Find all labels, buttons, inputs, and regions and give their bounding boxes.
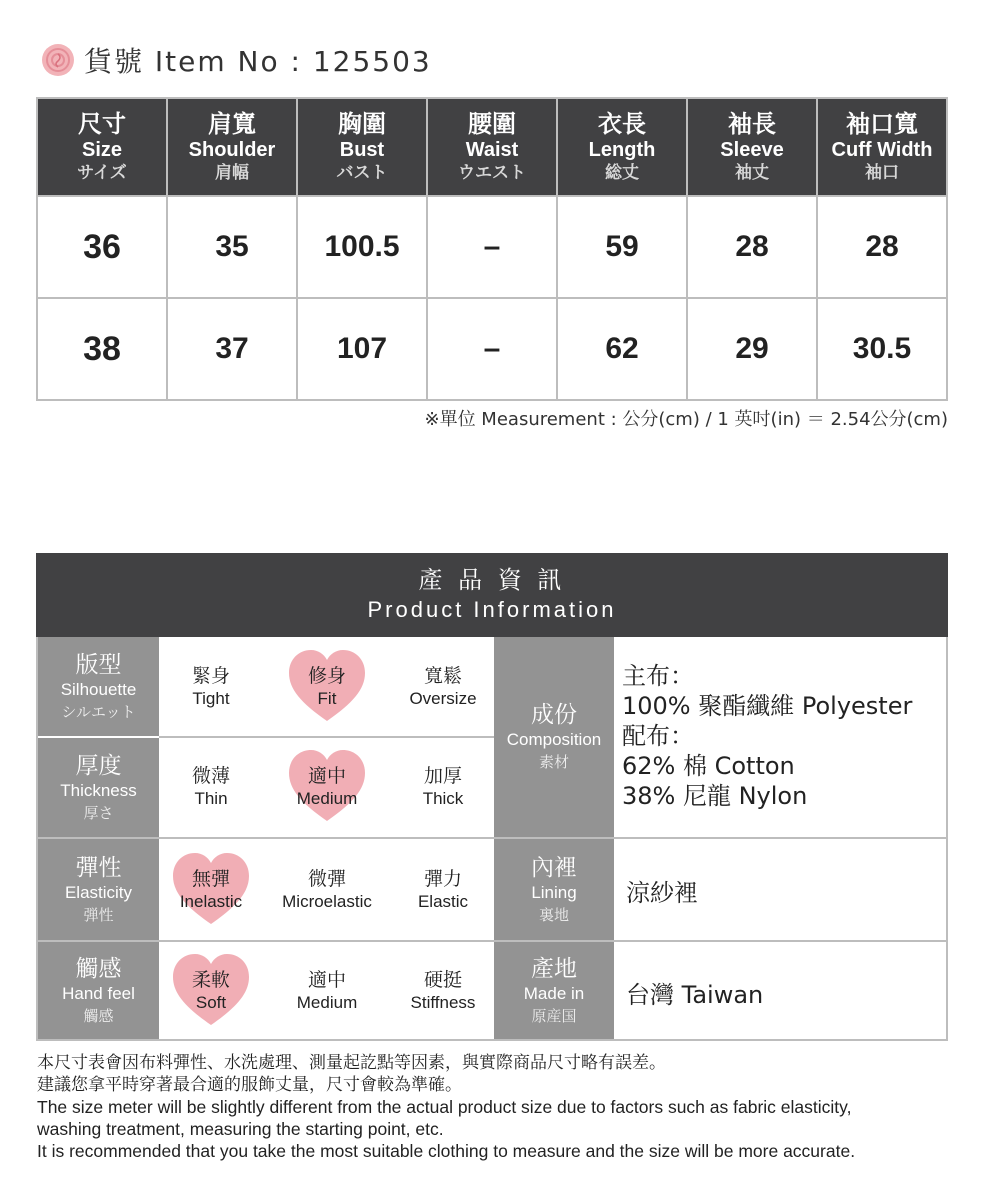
composition-value bbox=[622, 661, 912, 811]
composition-line: 配布： bbox=[622, 722, 694, 750]
composition-line: 主布： bbox=[622, 662, 694, 690]
column-header-waist: 腰圍 Waist ウエスト bbox=[427, 98, 557, 196]
divider bbox=[38, 837, 946, 839]
divider bbox=[38, 940, 946, 942]
column-header-bust: 胸圍 Bust バスト bbox=[297, 98, 427, 196]
cell-shoulder: 35 bbox=[167, 196, 297, 298]
cell-bust: 107 bbox=[297, 298, 427, 400]
option-soft: 柔軟 Soft bbox=[153, 950, 269, 1032]
column-header-size: 尺寸 Size サイズ bbox=[37, 98, 167, 196]
disclaimer-en-line: washing treatment, measuring the starting point, etc. bbox=[37, 1119, 444, 1139]
cell-length: 59 bbox=[557, 196, 687, 298]
table-row bbox=[37, 196, 947, 298]
disclaimer-zh-line: 本尺寸表會因布料彈性、水洗處理、測量起訖點等因素，與實際商品尺寸略有誤差。 bbox=[37, 1053, 666, 1073]
composition-line: 38% 尼龍 Nylon bbox=[622, 782, 808, 810]
category-lining: 內裡 Lining 裏地 bbox=[494, 839, 614, 940]
column-header-shoulder: 肩寬 Shoulder 肩幅 bbox=[167, 98, 297, 196]
option-microelastic: 微彈 Microelastic bbox=[282, 867, 372, 911]
cell-size: 36 bbox=[37, 196, 167, 298]
option-stiffness: 硬挺 Stiffness bbox=[410, 968, 476, 1012]
option-thin: 微薄 Thin bbox=[191, 764, 230, 808]
composition-line: 100% 聚酯纖維 Polyester bbox=[622, 692, 913, 720]
cell-waist: – bbox=[427, 196, 557, 298]
column-header-length: 衣長 Length 総丈 bbox=[557, 98, 687, 196]
option-fit: 修身 Fit bbox=[269, 646, 385, 728]
composition-line: 62% 棉 Cotton bbox=[622, 752, 795, 780]
disclaimer-en-line: The size meter will be slightly different from the actual product size due to factors such as fabric elasticity, bbox=[37, 1097, 852, 1117]
size-table-header-row bbox=[37, 98, 947, 196]
table-row bbox=[37, 298, 947, 400]
category-elasticity: 彈性 Elasticity 弾性 bbox=[38, 839, 159, 940]
item-header bbox=[40, 40, 432, 80]
lining-value: 涼紗裡 bbox=[626, 879, 698, 907]
option-inelastic: 無彈 Inelastic bbox=[153, 849, 269, 931]
option-medium-feel: 適中 Medium bbox=[296, 968, 358, 1012]
cell-length: 62 bbox=[557, 298, 687, 400]
cell-shoulder: 37 bbox=[167, 298, 297, 400]
product-info-header bbox=[36, 553, 948, 637]
disclaimer bbox=[37, 1052, 952, 1162]
option-thick: 加厚 Thick bbox=[422, 764, 464, 808]
cell-cuff-width: 30.5 bbox=[817, 298, 947, 400]
category-silhouette: 版型 Silhouette シルエット bbox=[38, 637, 159, 736]
category-thickness: 厚度 Thickness 厚さ bbox=[38, 738, 159, 837]
disclaimer-zh-line: 建議您拿平時穿著最合適的服飾丈量，尺寸會較為準確。 bbox=[37, 1075, 462, 1095]
cell-sleeve: 28 bbox=[687, 196, 817, 298]
product-info-panel bbox=[36, 553, 948, 1041]
item-number-title: 貨號 Item No : 125503 bbox=[84, 45, 432, 78]
category-made-in: 產地 Made in 原産国 bbox=[494, 942, 614, 1039]
divider bbox=[159, 736, 494, 738]
cell-sleeve: 29 bbox=[687, 298, 817, 400]
cell-cuff-width: 28 bbox=[817, 196, 947, 298]
size-table bbox=[36, 97, 948, 401]
cell-bust: 100.5 bbox=[297, 196, 427, 298]
made-in-value: 台灣 Taiwan bbox=[626, 981, 764, 1009]
rose-icon bbox=[40, 42, 76, 78]
option-elastic: 彈力 Elastic bbox=[417, 867, 469, 911]
category-hand-feel: 觸感 Hand feel 觸感 bbox=[38, 942, 159, 1039]
disclaimer-en-line: It is recommended that you take the most suitable clothing to measure and the size will be more accurate. bbox=[37, 1141, 856, 1161]
product-info-title-en: Product Information bbox=[367, 597, 617, 622]
column-header-cuff-width: 袖口寬 Cuff Width 袖口 bbox=[817, 98, 947, 196]
option-oversize: 寬鬆 Oversize bbox=[409, 664, 477, 708]
product-info-title-zh: 產 品 資 訊 bbox=[418, 566, 566, 594]
cell-waist: – bbox=[427, 298, 557, 400]
column-header-sleeve: 袖長 Sleeve 袖丈 bbox=[687, 98, 817, 196]
option-medium-thickness: 適中 Medium bbox=[269, 746, 385, 828]
measurement-note: ※單位 Measurement : 公分(cm) / 1 英吋(in) ＝ 2.54公分(cm) bbox=[424, 409, 948, 430]
option-tight: 緊身 Tight bbox=[191, 664, 230, 708]
category-composition: 成份 Composition 素材 bbox=[494, 637, 614, 837]
cell-size: 38 bbox=[37, 298, 167, 400]
